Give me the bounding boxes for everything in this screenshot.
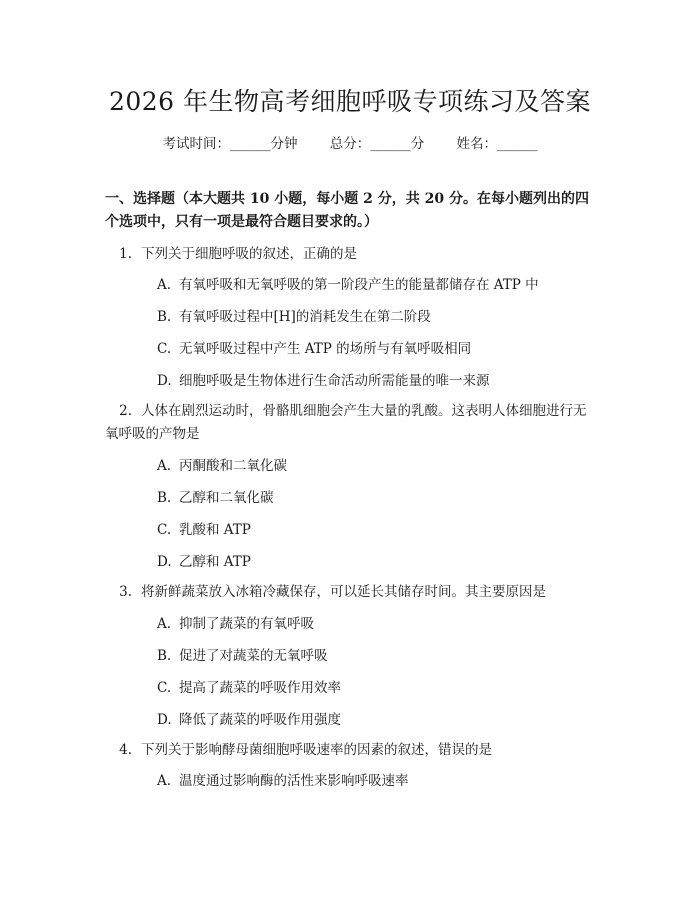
exam-info-line — [0, 132, 700, 152]
question-3-option-d: D. 降低了蔬菜的呼吸作用强度 — [157, 712, 341, 728]
question-3: 3. 将新鲜蔬菜放入冰箱冷藏保存，可以延长其储存时间。其主要原因是 — [119, 584, 546, 600]
question-2-option-d: D. 乙醇和 ATP — [157, 554, 251, 570]
exam-time-field: 考试时间：______分钟 — [162, 136, 298, 152]
question-2-option-b: B. 乙醇和二氧化碳 — [157, 490, 274, 506]
question-2-option-a: A. 丙酮酸和二氧化碳 — [157, 458, 287, 474]
page-title: 2026 年生物高考细胞呼吸专项练习及答案 — [108, 87, 592, 116]
question-1: 1. 下列关于细胞呼吸的叙述，正确的是 — [119, 246, 357, 262]
section-heading: 一、选择题（本大题共 10 小题，每小题 2 分，共 20 分。在每小题列出的四个选项中，只有一项是最符合题目要求的。） — [105, 191, 589, 230]
name-field: 姓名：______ — [456, 136, 538, 152]
question-3-option-b: B. 促进了对蔬菜的无氧呼吸 — [157, 648, 328, 664]
question-1-option-c: C. 无氧呼吸过程中产生 ATP 的场所与有氧呼吸相同 — [157, 341, 472, 357]
question-1-option-d: D. 细胞呼吸是生物体进行生命活动所需能量的唯一来源 — [157, 373, 490, 389]
question-1-option-b: B. 有氧呼吸过程中[H]的消耗发生在第二阶段 — [157, 309, 431, 325]
question-2: 2. 人体在剧烈运动时，骨骼肌细胞会产生大量的乳酸。这表明人体细胞进行无氧呼吸的产物是 — [105, 403, 587, 442]
question-3-option-c: C. 提高了蔬菜的呼吸作用效率 — [157, 680, 341, 696]
question-4: 4. 下列关于影响酵母菌细胞呼吸速率的因素的叙述，错误的是 — [119, 742, 492, 758]
question-1-option-a: A. 有氧呼吸和无氧呼吸的第一阶段产生的能量都储存在 ATP 中 — [157, 277, 539, 293]
question-3-option-a: A. 抑制了蔬菜的有氧呼吸 — [157, 616, 314, 632]
question-4-option-a: A. 温度通过影响酶的活性来影响呼吸速率 — [157, 773, 409, 789]
question-2-option-c: C. 乳酸和 ATP — [157, 522, 251, 538]
total-score-field: 总分：______分 — [329, 136, 425, 152]
